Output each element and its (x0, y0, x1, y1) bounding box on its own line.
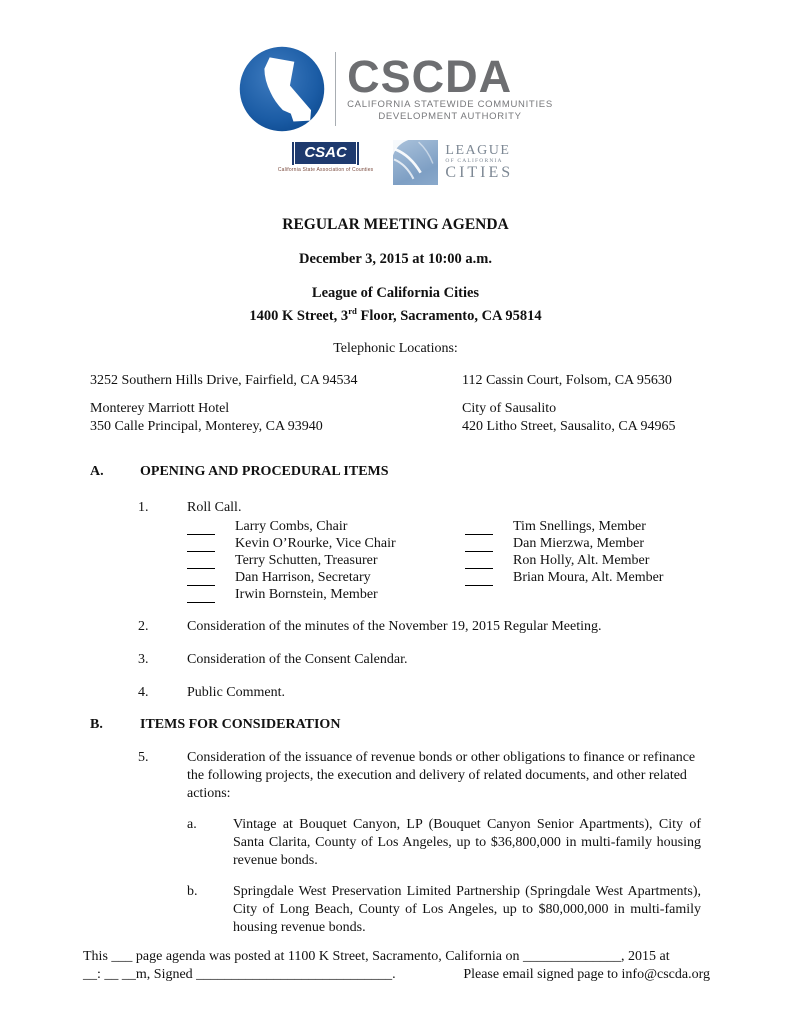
roll-call-entry: Terry Schutten, Treasurer (187, 552, 465, 569)
location-sausalito: City of Sausalito 420 Litho Street, Sausalito, CA 94965 (462, 400, 676, 434)
csac-box-icon (292, 142, 359, 165)
agenda-item-5a (187, 816, 791, 870)
posting-notice-signature: __: __ __m, Signed ____________________________. (83, 966, 396, 982)
agenda-item-4 (138, 684, 791, 702)
vote-blank-line (187, 539, 215, 552)
telephonic-locations-label: Telephonic Locations: (333, 340, 458, 356)
roll-call-entry: Ron Holly, Alt. Member (465, 552, 663, 569)
vote-blank-line (187, 522, 215, 535)
section-a-title: OPENING AND PROCEDURAL ITEMS (140, 463, 389, 479)
meeting-title: REGULAR MEETING AGENDA (282, 216, 509, 233)
roll-call-list (187, 518, 791, 603)
league-line2: OF CALIFORNIA (445, 158, 503, 164)
section-a-letter: A. (90, 463, 104, 479)
csac-acronym: CSAC (294, 140, 357, 165)
logo-divider (335, 52, 336, 126)
league-line1: LEAGUE (445, 143, 511, 158)
item-3-number: 3. (138, 651, 149, 667)
cscda-subtitle-line2: DEVELOPMENT AUTHORITY (378, 111, 522, 122)
section-b-letter: B. (90, 716, 103, 732)
item-5b-text: Springdale West Preservation Limited Partnership (Springdale West Apartments), City of Long Beach, County of Los Angeles, up to $80,000,000 in multi-family housing revenue bonds. (233, 883, 701, 935)
item-1-number: 1. (138, 499, 149, 515)
csac-tagline: California State Association of Counties (277, 167, 374, 173)
roll-call-entry: Brian Moura, Alt. Member (465, 569, 663, 586)
roll-call-entry: Tim Snellings, Member (465, 518, 663, 535)
item-2-number: 2. (138, 618, 149, 634)
roll-call-entry: Dan Harrison, Secretary (187, 569, 465, 586)
vote-blank-line (465, 522, 493, 535)
agenda-item-5 (138, 749, 791, 803)
telephonic-locations (90, 372, 708, 436)
vote-blank-line (187, 590, 215, 603)
section-a-heading (90, 463, 791, 481)
cscda-subtitle-line1: CALIFORNIA STATEWIDE COMMUNITIES (347, 99, 553, 110)
vote-blank-line (465, 556, 493, 569)
meeting-venue (0, 284, 791, 325)
posting-notice-line1: This ___ page agenda was posted at 1100 K Street, Sacramento, California on ______________, 2015 at (83, 948, 670, 964)
california-state-icon (238, 45, 326, 133)
roll-call-entry: Kevin O’Rourke, Vice Chair (187, 535, 465, 552)
item-2-text: Consideration of the minutes of the November 19, 2015 Regular Meeting. (187, 618, 602, 634)
location-folsom: 112 Cassin Court, Folsom, CA 95630 (462, 372, 672, 388)
roll-call-entry: Dan Mierzwa, Member (465, 535, 663, 552)
section-b-title: ITEMS FOR CONSIDERATION (140, 716, 341, 732)
location-fairfield: 3252 Southern Hills Drive, Fairfield, CA 94534 (90, 372, 358, 388)
item-5a-letter: a. (187, 816, 197, 832)
agenda-item-5b (187, 883, 791, 937)
league-line3: CITIES (445, 164, 514, 181)
item-5-number: 5. (138, 749, 149, 765)
csac-logo (278, 142, 374, 174)
item-5-text: Consideration of the issuance of revenue bonds or other obligations to finance or refinance the following projects, the execution and delivery of related documents, and other related actions: (187, 749, 696, 801)
vote-blank-line (187, 556, 215, 569)
item-5b-letter: b. (187, 883, 198, 899)
agenda-item-3 (138, 651, 791, 669)
venue-name: League of California Cities (311, 285, 480, 301)
affiliate-logos (0, 140, 791, 190)
location-monterey: Monterey Marriott Hotel 350 Calle Principal, Monterey, CA 93940 (90, 400, 323, 434)
ordinal-suffix: rd (348, 306, 357, 316)
section-b-heading (90, 716, 791, 734)
vote-blank-line (465, 573, 493, 586)
vote-blank-line (465, 539, 493, 552)
agenda-item-1 (138, 499, 791, 517)
roll-call-entry: Irwin Bornstein, Member (187, 586, 465, 603)
item-1-text: Roll Call. (187, 499, 242, 515)
cscda-logo (0, 0, 791, 133)
meeting-datetime: December 3, 2015 at 10:00 a.m. (298, 251, 493, 267)
item-5a-text: Vintage at Bouquet Canyon, LP (Bouquet Canyon Senior Apartments), City of Santa Clarita, County of Los Angeles, up to $36,800,000 in multi-family housing revenue bonds. (233, 816, 701, 868)
item-4-text: Public Comment. (187, 684, 285, 700)
roll-call-entry: Larry Combs, Chair (187, 518, 465, 535)
league-swoosh-icon (393, 140, 438, 185)
posting-notice-email: Please email signed page to info@cscda.org (463, 966, 710, 982)
cscda-acronym: CSCDA (347, 51, 513, 102)
league-logo (393, 140, 513, 185)
item-4-number: 4. (138, 684, 149, 700)
agenda-item-2 (138, 618, 791, 636)
posting-notice (83, 948, 710, 984)
item-3-text: Consideration of the Consent Calendar. (187, 651, 408, 667)
venue-street: 1400 K Street, 3rd Floor, Sacramento, CA 95814 (249, 306, 542, 324)
vote-blank-line (187, 573, 215, 586)
